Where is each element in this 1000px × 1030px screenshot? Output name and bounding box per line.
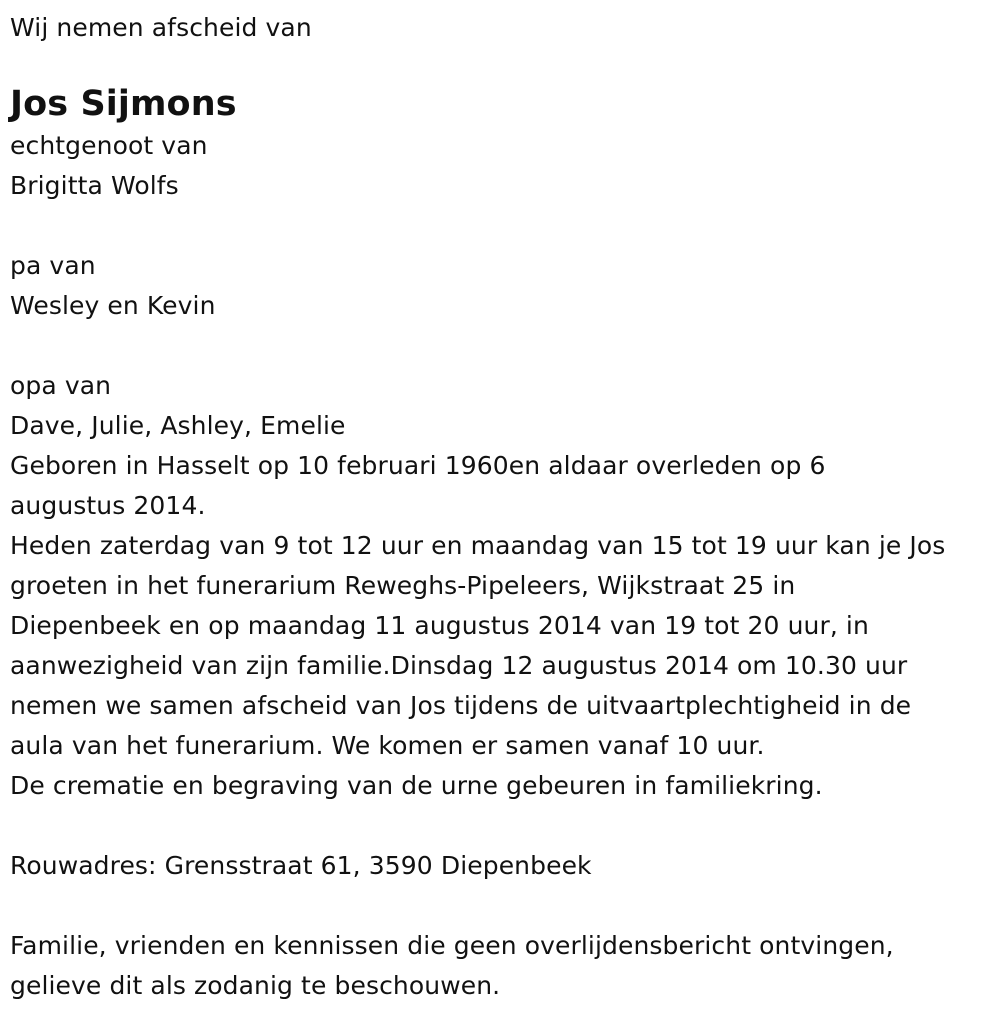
spouse-name: Brigitta Wolfs xyxy=(10,171,179,200)
paragraph-line: aula van het funerarium. We komen er samen vanaf 10 uur. xyxy=(10,731,765,760)
paragraph-line: aanwezigheid van zijn familie.Dinsdag 12 augustus 2014 om 10.30 uur xyxy=(10,651,908,680)
grandchildren-names: Dave, Julie, Ashley, Emelie xyxy=(10,411,346,440)
visitation-paragraph xyxy=(10,526,990,806)
grandchildren-label: opa van xyxy=(10,371,112,400)
paragraph-line: nemen we samen afscheid van Jos tijdens de uitvaartplechtigheid in de xyxy=(10,691,912,720)
spacer xyxy=(10,806,990,846)
spacer xyxy=(10,206,990,246)
children-label: pa van xyxy=(10,251,96,280)
spacer xyxy=(10,326,990,366)
paragraph-line: Familie, vrienden en kennissen die geen overlijdensbericht ontvingen, xyxy=(10,931,894,960)
spouse-label: echtgenoot van xyxy=(10,131,208,160)
paragraph-line: Geboren in Hasselt op 10 februari 1960en aldaar overleden op 6 xyxy=(10,451,826,480)
children-names: Wesley en Kevin xyxy=(10,291,216,320)
deceased-name: Jos Sijmons xyxy=(10,84,237,124)
paragraph-line: Diepenbeek en op maandag 11 augustus 2014 van 19 tot 20 uur, in xyxy=(10,611,869,640)
birth-death-paragraph xyxy=(10,446,990,526)
paragraph-line: Heden zaterdag van 9 tot 12 uur en maandag van 15 tot 19 uur kan je Jos xyxy=(10,531,946,560)
intro-text: Wij nemen afscheid van xyxy=(10,13,312,42)
paragraph-line: gelieve dit als zodanig te beschouwen. xyxy=(10,971,501,1000)
paragraph-line: augustus 2014. xyxy=(10,491,206,520)
spacer xyxy=(10,886,990,926)
closing-paragraph xyxy=(10,926,990,1006)
paragraph-line: De crematie en begraving van de urne gebeuren in familiekring. xyxy=(10,771,823,800)
paragraph-line: groeten in het funerarium Reweghs-Pipeleers, Wijkstraat 25 in xyxy=(10,571,796,600)
mourning-address: Rouwadres: Grensstraat 61, 3590 Diepenbeek xyxy=(10,851,592,880)
